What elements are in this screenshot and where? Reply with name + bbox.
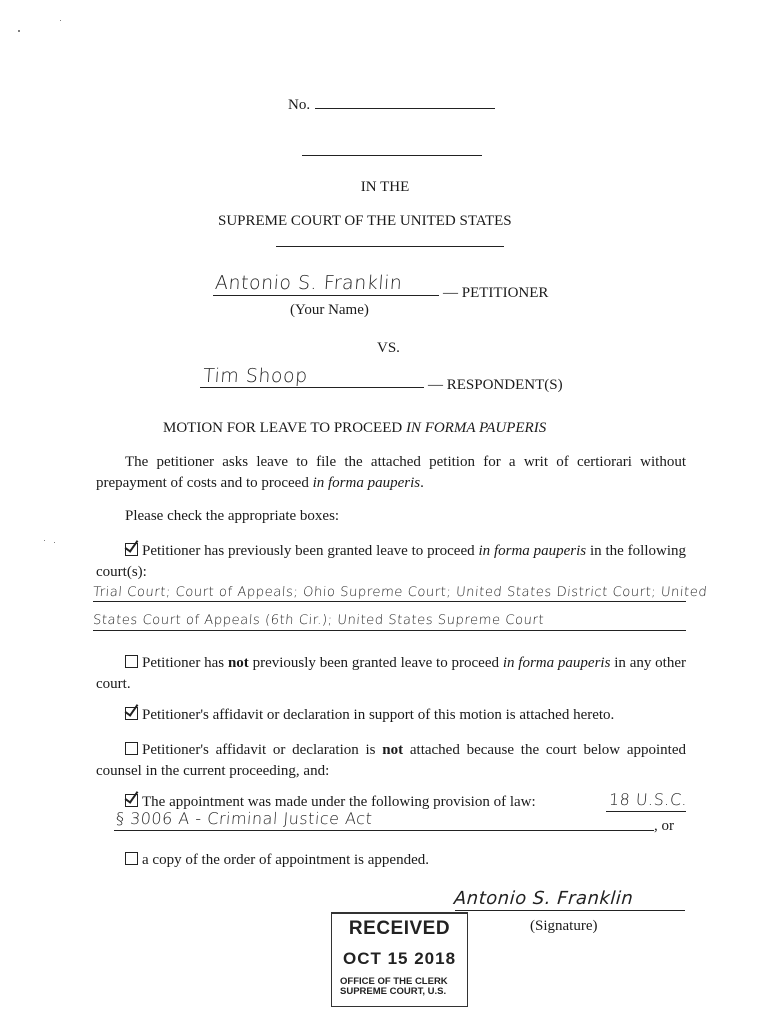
option1-checkbox[interactable] bbox=[125, 543, 138, 556]
option5-checkbox[interactable] bbox=[125, 794, 138, 807]
stamp-office-line-1: OFFICE OF THE CLERK bbox=[340, 976, 448, 987]
option6-text: a copy of the order of appointment is appended. bbox=[142, 852, 429, 868]
option1-courts-handwritten-1: Trial Court; Court of Appeals; Ohio Supreme Court; United States District Court; United bbox=[92, 585, 708, 600]
scan-speck bbox=[54, 542, 55, 543]
option2-italic: in forma pauperis bbox=[502, 655, 611, 671]
option5-law-handwritten-a: 18 U.S.C. bbox=[608, 790, 688, 809]
court-line-1: IN THE bbox=[360, 179, 410, 195]
option1-italic: in forma pauperis bbox=[478, 543, 587, 559]
option5-line-b bbox=[114, 830, 654, 831]
stamp-date: OCT 15 2018 bbox=[342, 949, 457, 968]
respondent-role-text: — RESPONDENT(S) bbox=[428, 377, 563, 393]
option1-line-1 bbox=[93, 601, 686, 602]
option5-suffix: , or bbox=[654, 818, 674, 834]
signature-handwritten: Antonio S. Franklin bbox=[453, 888, 635, 909]
option-affidavit-attached bbox=[125, 706, 614, 724]
scan-speck bbox=[44, 540, 45, 541]
option2-bold: not bbox=[227, 655, 249, 671]
header-divider bbox=[302, 155, 482, 156]
intro-italic: in forma pauperis bbox=[312, 475, 421, 491]
option2-text-a: Petitioner has bbox=[142, 655, 228, 671]
motion-title-prefix: MOTION FOR LEAVE TO PROCEED bbox=[163, 420, 406, 436]
option-order-appended bbox=[125, 851, 429, 869]
court-divider bbox=[276, 246, 504, 247]
option1-line-2 bbox=[93, 630, 686, 631]
option1-courts-handwritten-2: States Court of Appeals (6th Cir.); United States Supreme Court bbox=[92, 613, 545, 628]
intro-text: The petitioner asks leave to file the attached petition for a writ of certiorari without prepayment of costs and to proceed bbox=[96, 454, 686, 491]
respondent-role bbox=[428, 376, 563, 394]
option4-text-a: Petitioner's affidavit or declaration is bbox=[142, 742, 383, 758]
motion-title bbox=[163, 419, 546, 437]
respondent-line bbox=[200, 387, 424, 388]
respondent-name-handwritten: Tim Shoop bbox=[202, 365, 309, 387]
scan-speck bbox=[18, 30, 20, 32]
stamp-office bbox=[340, 977, 448, 997]
option5-law-handwritten-b: § 3006 A - Criminal Justice Act bbox=[115, 809, 374, 828]
versus-label: VS. bbox=[377, 340, 400, 356]
scan-speck bbox=[60, 20, 61, 21]
signature-caption: (Signature) bbox=[530, 918, 598, 934]
option-previous-ifp bbox=[96, 541, 686, 583]
court-line-2: SUPREME COURT OF THE UNITED STATES bbox=[218, 213, 512, 229]
option1-text: Petitioner has previously been granted leave to proceed bbox=[142, 543, 479, 559]
option5-line-a bbox=[606, 811, 686, 812]
intro-paragraph bbox=[96, 452, 686, 494]
option2-checkbox[interactable] bbox=[125, 655, 138, 668]
option5-text: The appointment was made under the following provision of law: bbox=[142, 794, 536, 810]
option4-bold: not bbox=[382, 742, 404, 758]
option3-text: Petitioner's affidavit or declaration in support of this motion is attached hereto. bbox=[142, 707, 615, 723]
option6-checkbox[interactable] bbox=[125, 852, 138, 865]
case-number-line bbox=[315, 108, 495, 109]
option1-end: in the following court(s): bbox=[96, 543, 687, 580]
petitioner-caption: (Your Name) bbox=[290, 302, 369, 318]
motion-title-italic: IN FORMA PAUPERIS bbox=[405, 420, 547, 436]
petitioner-name-handwritten: Antonio S. Franklin bbox=[214, 272, 404, 294]
case-number-label: No. bbox=[288, 97, 311, 113]
option4-checkbox[interactable] bbox=[125, 742, 138, 755]
stamp-office-line-2: SUPREME COURT, U.S. bbox=[340, 986, 447, 997]
option2-end: in any other court. bbox=[96, 655, 686, 692]
option3-checkbox[interactable] bbox=[125, 707, 138, 720]
signature-line bbox=[455, 910, 685, 911]
stamp-title: RECEIVED bbox=[348, 918, 451, 939]
petitioner-line bbox=[213, 295, 439, 296]
option4-text-b: attached because the court below appointed counsel in the current proceeding, and: bbox=[96, 742, 687, 779]
petitioner-role: — PETITIONER bbox=[443, 285, 549, 301]
received-stamp bbox=[331, 912, 468, 1007]
intro-end: . bbox=[420, 475, 424, 491]
option2-text-b: previously been granted leave to proceed bbox=[248, 655, 503, 671]
option-not-previous-ifp bbox=[96, 653, 686, 695]
instruction-text: Please check the appropriate boxes: bbox=[125, 508, 340, 524]
option-affidavit-not-attached bbox=[96, 740, 686, 782]
